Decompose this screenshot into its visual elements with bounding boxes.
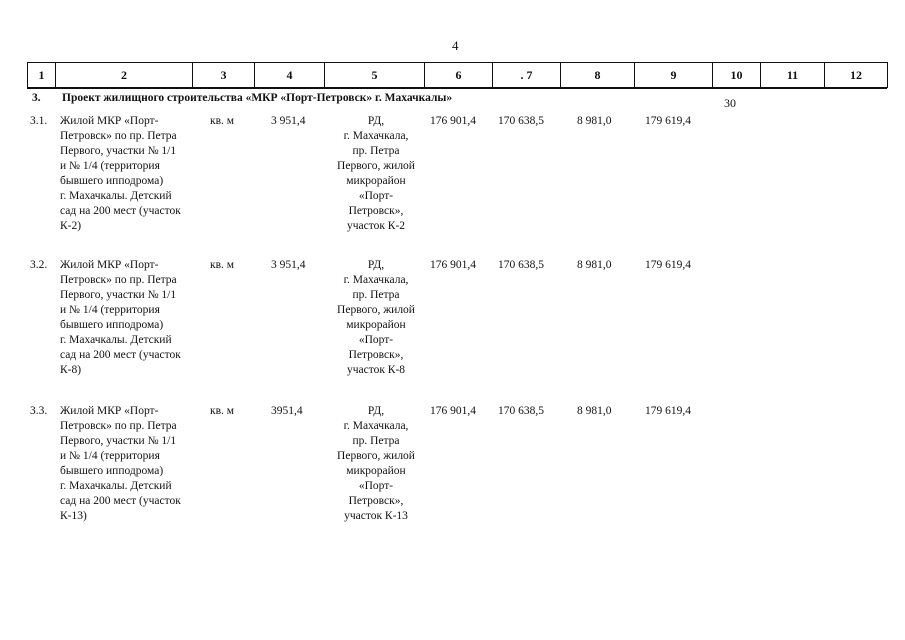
page-number: 4 <box>452 38 459 53</box>
object-name-line: бывшего ипподрома) <box>60 465 164 477</box>
object-name-line: Жилой МКР «Порт- <box>60 259 159 271</box>
address-line: пр. Петра <box>352 289 400 301</box>
object-name-line: Петровск» по пр. Петра <box>60 420 177 432</box>
address-line: пр. Петра <box>352 435 400 447</box>
address-line: РД, <box>367 259 385 271</box>
object-name-line: Жилой МКР «Порт- <box>60 115 159 127</box>
header-divider <box>27 88 887 89</box>
value-col-8: 8 981,0 <box>577 115 612 127</box>
address <box>326 258 426 378</box>
object-name-line: сад на 200 мест (участок <box>60 495 181 507</box>
object-name-line: К-13) <box>60 510 87 522</box>
address-line: микрорайон <box>346 465 406 477</box>
object-name-line: г. Махачкалы. Детский <box>60 480 172 492</box>
header-col-7: . 7 <box>493 63 561 88</box>
object-name-line: Петровск» по пр. Петра <box>60 130 177 142</box>
object-name-line: К-2) <box>60 220 82 232</box>
object-name <box>60 258 195 378</box>
address-line: пр. Петра <box>352 145 400 157</box>
unit: кв. м <box>210 405 235 417</box>
header-col-2: 2 <box>56 63 193 88</box>
section-number: 3. <box>32 92 41 104</box>
address-line: Петровск», <box>348 205 404 217</box>
value-col-7: 170 638,5 <box>498 259 544 271</box>
header-col-12: 12 <box>825 63 888 88</box>
header-col-10: 10 <box>713 63 761 88</box>
table-row <box>0 404 905 524</box>
address-line: Петровск», <box>348 495 404 507</box>
header-col-5: 5 <box>325 63 425 88</box>
header-col-1: 1 <box>28 63 56 88</box>
header-col-9: 9 <box>635 63 713 88</box>
header-col-6: 6 <box>425 63 493 88</box>
unit: кв. м <box>210 115 235 127</box>
object-name-line: г. Махачкалы. Детский <box>60 190 172 202</box>
object-name-line: Первого, участки № 1/1 <box>60 145 177 157</box>
address-line: г. Махачкала, <box>343 420 409 432</box>
address-line: «Порт- <box>358 190 394 202</box>
address-line: РД, <box>367 405 385 417</box>
address-line: г. Махачкала, <box>343 274 409 286</box>
column-header-table <box>27 62 888 88</box>
object-name-line: Жилой МКР «Порт- <box>60 405 159 417</box>
address-line: РД, <box>367 115 385 127</box>
header-col-8: 8 <box>561 63 635 88</box>
value-col-6: 176 901,4 <box>430 405 476 417</box>
object-name <box>60 404 195 524</box>
header-row <box>28 63 888 88</box>
address-line: микрорайон <box>346 175 406 187</box>
header-col-4: 4 <box>255 63 325 88</box>
value-col-7: 170 638,5 <box>498 115 544 127</box>
address-line: участок К-2 <box>346 220 406 232</box>
section-col10-value: 30 <box>724 96 736 110</box>
section-title: Проект жилищного строительства «МКР «Порт-Петровск» г. Махачкалы» <box>62 92 453 104</box>
area-value: 3 951,4 <box>271 259 306 271</box>
area-value: 3951,4 <box>271 405 303 417</box>
table-row <box>0 114 905 234</box>
table-row <box>0 258 905 378</box>
address-line: участок К-13 <box>344 510 408 522</box>
object-name-line: и № 1/4 (территория <box>60 160 160 172</box>
address-line: «Порт- <box>358 480 394 492</box>
address-line: микрорайон <box>346 319 406 331</box>
object-name-line: бывшего ипподрома) <box>60 319 164 331</box>
value-col-7: 170 638,5 <box>498 405 544 417</box>
address-line: участок К-8 <box>346 364 406 376</box>
address <box>326 404 426 524</box>
object-name-line: Петровск» по пр. Петра <box>60 274 177 286</box>
area-value: 3 951,4 <box>271 115 306 127</box>
object-name-line: Первого, участки № 1/1 <box>60 289 177 301</box>
object-name <box>60 114 195 234</box>
address-line: Петровск», <box>348 349 404 361</box>
address-line: Первого, жилой <box>337 304 415 316</box>
row-number: 3.1. <box>30 115 48 127</box>
object-name-line: и № 1/4 (территория <box>60 450 160 462</box>
header-col-11: 11 <box>761 63 825 88</box>
value-col-6: 176 901,4 <box>430 115 476 127</box>
address-line: Первого, жилой <box>337 160 415 172</box>
address <box>326 114 426 234</box>
row-number: 3.2. <box>30 259 48 271</box>
unit: кв. м <box>210 259 235 271</box>
value-col-8: 8 981,0 <box>577 405 612 417</box>
header-col-3: 3 <box>193 63 255 88</box>
object-name-line: Первого, участки № 1/1 <box>60 435 177 447</box>
object-name-line: и № 1/4 (территория <box>60 304 160 316</box>
value-col-9: 179 619,4 <box>645 259 691 271</box>
object-name-line: бывшего ипподрома) <box>60 175 164 187</box>
value-col-9: 179 619,4 <box>645 405 691 417</box>
address-line: «Порт- <box>358 334 394 346</box>
object-name-line: сад на 200 мест (участок <box>60 205 181 217</box>
value-col-9: 179 619,4 <box>645 115 691 127</box>
value-col-6: 176 901,4 <box>430 259 476 271</box>
object-name-line: К-8) <box>60 364 82 376</box>
row-number: 3.3. <box>30 405 48 417</box>
object-name-line: г. Махачкалы. Детский <box>60 334 172 346</box>
object-name-line: сад на 200 мест (участок <box>60 349 181 361</box>
address-line: Первого, жилой <box>337 450 415 462</box>
value-col-8: 8 981,0 <box>577 259 612 271</box>
address-line: г. Махачкала, <box>343 130 409 142</box>
